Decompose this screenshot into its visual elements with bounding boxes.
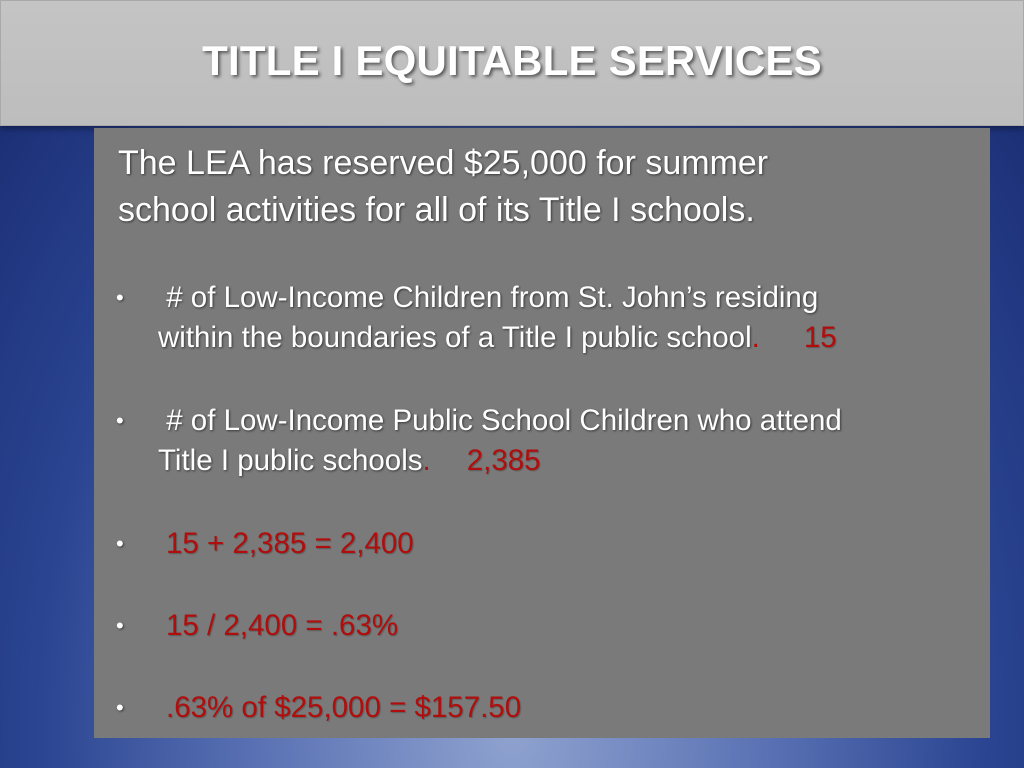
bullet-2-line-2 [158, 441, 976, 481]
bullet-2-value: 2,385 [466, 444, 541, 477]
bullet-allocation [116, 688, 976, 728]
title-bar [0, 0, 1024, 126]
bullet-2-line-2-text: Title I public schools [158, 444, 423, 477]
intro-line-2: school activities for all of its Title I schools. [118, 191, 755, 229]
bullet-3-text: 15 + 2,385 = 2,400 [166, 527, 414, 560]
bullet-ratio [116, 606, 976, 646]
bullet-1-line-2-text: within the boundaries of a Title I public school [158, 321, 752, 354]
intro-paragraph [118, 140, 968, 234]
bullet-1-line-1: # of Low-Income Children from St. John’s residing [158, 281, 819, 314]
bullet-low-income-st-johns [116, 278, 976, 358]
bullet-4-text: 15 / 2,400 = .63% [166, 609, 399, 642]
bullet-marker: • [116, 285, 124, 310]
bullet-1-line-2 [158, 318, 976, 358]
bullet-1-period: . [751, 321, 760, 354]
bullet-sum [116, 524, 976, 564]
content-panel [94, 128, 990, 738]
bullet-marker: • [116, 695, 124, 720]
bullet-marker: • [116, 408, 124, 433]
bullet-2-line-1: # of Low-Income Public School Children who attend [158, 404, 842, 437]
bullet-marker: • [116, 613, 124, 638]
bullet-low-income-public [116, 401, 976, 481]
bullet-2-period: . [422, 444, 431, 477]
bullet-marker: • [116, 531, 124, 556]
bullet-1-value: 15 [803, 321, 837, 354]
slide-title: TITLE I EQUITABLE SERVICES [202, 37, 822, 84]
intro-line-1: The LEA has reserved $25,000 for summer [118, 144, 769, 182]
bullet-5-text: .63% of $25,000 = $157.50 [166, 691, 522, 724]
